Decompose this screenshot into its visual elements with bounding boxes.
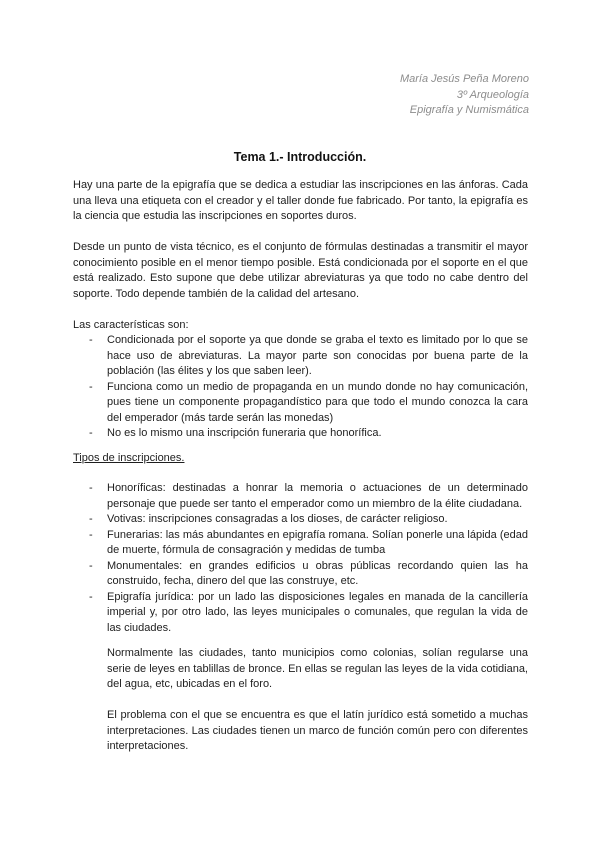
list-item-text: Condicionada por el soporte ya que donde se graba el texto es limitado por lo que se hace uso de abreviaturas. La mayor parte son conocidas por buena parte de la población (las élites y los que saben leer). <box>107 334 528 377</box>
document-title: Tema 1.- Introducción. <box>233 150 367 164</box>
bullet-dash: - <box>89 559 93 572</box>
author-name: María Jesús Peña Moreno <box>399 73 529 85</box>
list-item <box>73 528 528 559</box>
bullet-dash: - <box>89 528 93 541</box>
course-name: 3º Arqueología <box>456 88 529 101</box>
bullet-dash: - <box>89 590 93 603</box>
list-item <box>73 380 528 427</box>
intro-paragraph: Hay una parte de la epigrafía que se dedica a estudiar las inscripciones en las ánforas. Cada una lleva una etiqueta con el creador y el taller donde fue fabricado. Por tanto, la epigrafía es la ciencia que estudia las inscripciones en soportes duros. <box>73 179 528 222</box>
bullet-dash: - <box>89 482 93 494</box>
list-item-text: Honoríficas: destinadas a honrar la memoria o actuaciones de un determinado personaje que puede ser tanto el emperador como un miembro de la élite ciudadana. <box>107 482 528 510</box>
list-item <box>73 512 528 528</box>
bullet-dash: - <box>89 380 93 393</box>
list-item <box>73 426 528 442</box>
author-header <box>400 72 529 119</box>
types-heading: Tipos de inscripciones. <box>73 452 185 464</box>
legal-paragraph-2: El problema con el que se encuentra es que el latín jurídico está sometido a muchas interpretaciones. Las ciudades tienen un marco de función común pero con diferentes interpretaciones. <box>107 709 528 752</box>
bullet-dash: - <box>89 427 93 439</box>
list-item <box>73 559 528 590</box>
list-item-text: Funciona como un medio de propaganda en un mundo donde no hay comunicación, pues tiene un componente propagandístico para que todo el mundo conozca la cara del emperador (más tarde serán las monedas) <box>107 380 528 424</box>
list-item <box>73 590 528 637</box>
list-item-text: Monumentales: en grandes edificios u obras públicas recordando quien las ha construido, fecha, dinero del que las construye, etc. <box>107 559 528 587</box>
list-item-text: No es lo mismo una inscripción funeraria que honorífica. <box>107 427 382 439</box>
technical-paragraph: Desde un punto de vista técnico, es el conjunto de fórmulas destinadas a transmitir el mayor conocimiento posible en el menor tiempo posible. Está condicionada por el soporte en el que está realizado. Esto supone que debe utilizar abreviaturas ya que todo no cabe dentro del soporte. Todo depende también de la calidad del artesano. <box>73 241 528 300</box>
list-item <box>73 333 528 380</box>
characteristics-heading: Las características son: <box>73 319 189 331</box>
list-item-text: Epigrafía jurídica: por un lado las disposiciones legales en manada de la cancillería imperial y, por otro lado, las leyes municipales o comunales, que regulan la vida de las ciudades. <box>107 590 528 634</box>
types-list <box>73 481 528 636</box>
list-item <box>73 481 528 512</box>
bullet-dash: - <box>89 513 93 525</box>
legal-paragraph-1: Normalmente las ciudades, tanto municipios como colonias, solían regularse una serie de leyes en tablillas de bronce. En ellas se regulan las leyes de la vida cotidiana, del agua, etc, ubicadas en el foro. <box>107 647 528 690</box>
list-item-text: Votivas: inscripciones consagradas a los dioses, de carácter religioso. <box>107 513 448 525</box>
characteristics-list <box>73 333 528 442</box>
bullet-dash: - <box>89 334 93 346</box>
subject-name: Epigrafía y Numismática <box>409 104 529 116</box>
list-item-text: Funerarias: las más abundantes en epigrafía romana. Solían ponerle una lápida (edad de muerte, fórmula de consagración y medidas de tumba <box>107 528 528 556</box>
